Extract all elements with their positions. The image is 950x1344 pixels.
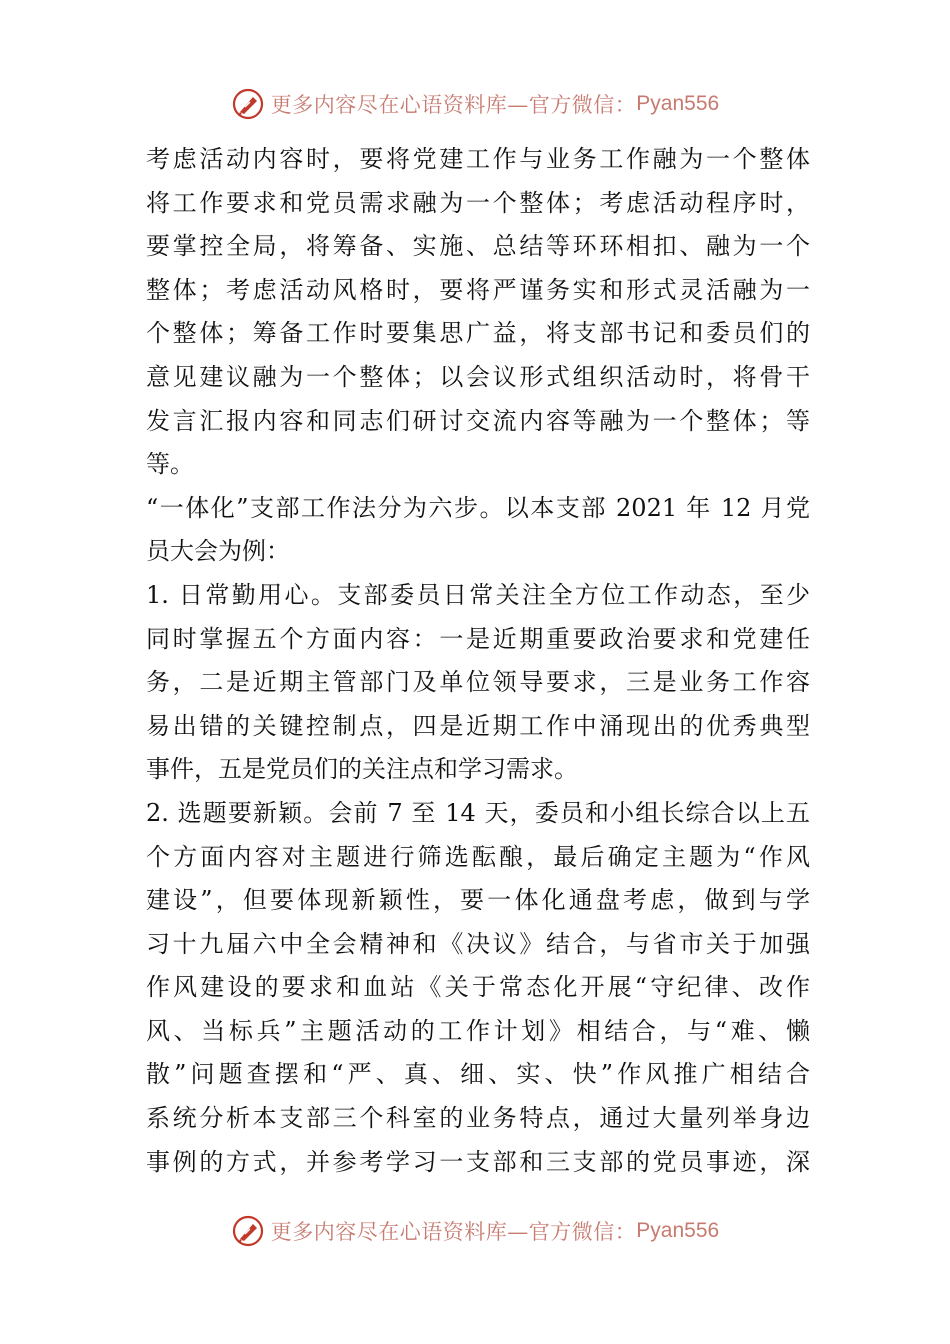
body-line: 员大会为例： [146,537,290,566]
body-line: 个整体；筹备工作时要集思广益，将支部书记和委员们的 [146,319,810,348]
body-line: 建设”，但要体现新颖性，要一体化通盘考虑，做到与学 [146,886,810,915]
pen-nib-logo-icon [231,87,265,121]
body-line: 习十九届六中全会精神和《决议》结合，与省市关于加强 [146,929,810,958]
body-line: 易出错的关键控制点，四是近期工作中涌现出的优秀典型 [146,711,810,740]
body-line: 系统分析本支部三个科室的业务特点，通过大量列举身边 [146,1104,810,1133]
body-line: 意见建议融为一个整体；以会议形式组织活动时，将骨干 [146,362,810,391]
body-line: 事件，五是党员们的关注点和学习需求。 [146,755,578,784]
body-line: 1. 日常勤用心。支部委员日常关注全方位工作动态，至少 [146,580,810,609]
document-body [146,138,810,1184]
body-line: 将工作要求和党员需求融为一个整体；考虑活动程序时， [146,188,810,217]
body-line: 事例的方式，并参考学习一支部和三支部的党员事迹，深 [146,1147,810,1176]
body-line: 发言汇报内容和同志们研讨交流内容等融为一个整体；等 [146,406,810,435]
body-line: 同时掌握五个方面内容：一是近期重要政治要求和党建任 [146,624,810,653]
watermark-text: 更多内容尽在心语资料库—官方微信： [270,1220,637,1244]
body-line: 等。 [146,450,194,479]
pen-nib-logo-icon [231,1214,265,1248]
watermark-wechat-id: Pyan556 [636,1219,720,1242]
body-line: 作风建设的要求和血站《关于常态化开展“守纪律、改作 [146,973,810,1002]
header-watermark [0,84,950,124]
body-line: 考虑活动内容时，要将党建工作与业务工作融为一个整体 [146,145,810,173]
footer-watermark [0,1211,950,1251]
body-line: 2. 选题要新颖。会前 7 至 14 天，委员和小组长综合以上五 [146,798,810,827]
body-line: 务，二是近期主管部门及单位领导要求，三是业务工作容 [146,668,810,697]
watermark-text: 更多内容尽在心语资料库—官方微信： [270,93,637,117]
body-line: 风、当标兵”主题活动的工作计划》相结合，与“难、懒 [146,1016,810,1045]
body-line: “一体化”支部工作法分为六步。以本支部 2021 年 12 月党 [146,493,810,522]
body-line: 要掌控全局，将筹备、实施、总结等环环相扣、融为一个 [146,232,810,261]
watermark-wechat-id: Pyan556 [636,92,720,115]
body-line: 散”问题查摆和“严、真、细、实、快”作风推广相结合 [146,1060,810,1089]
body-line: 个方面内容对主题进行筛选酝酿，最后确定主题为“作风 [146,842,810,871]
body-line: 整体；考虑活动风格时，要将严谨务实和形式灵活融为一 [146,275,810,304]
